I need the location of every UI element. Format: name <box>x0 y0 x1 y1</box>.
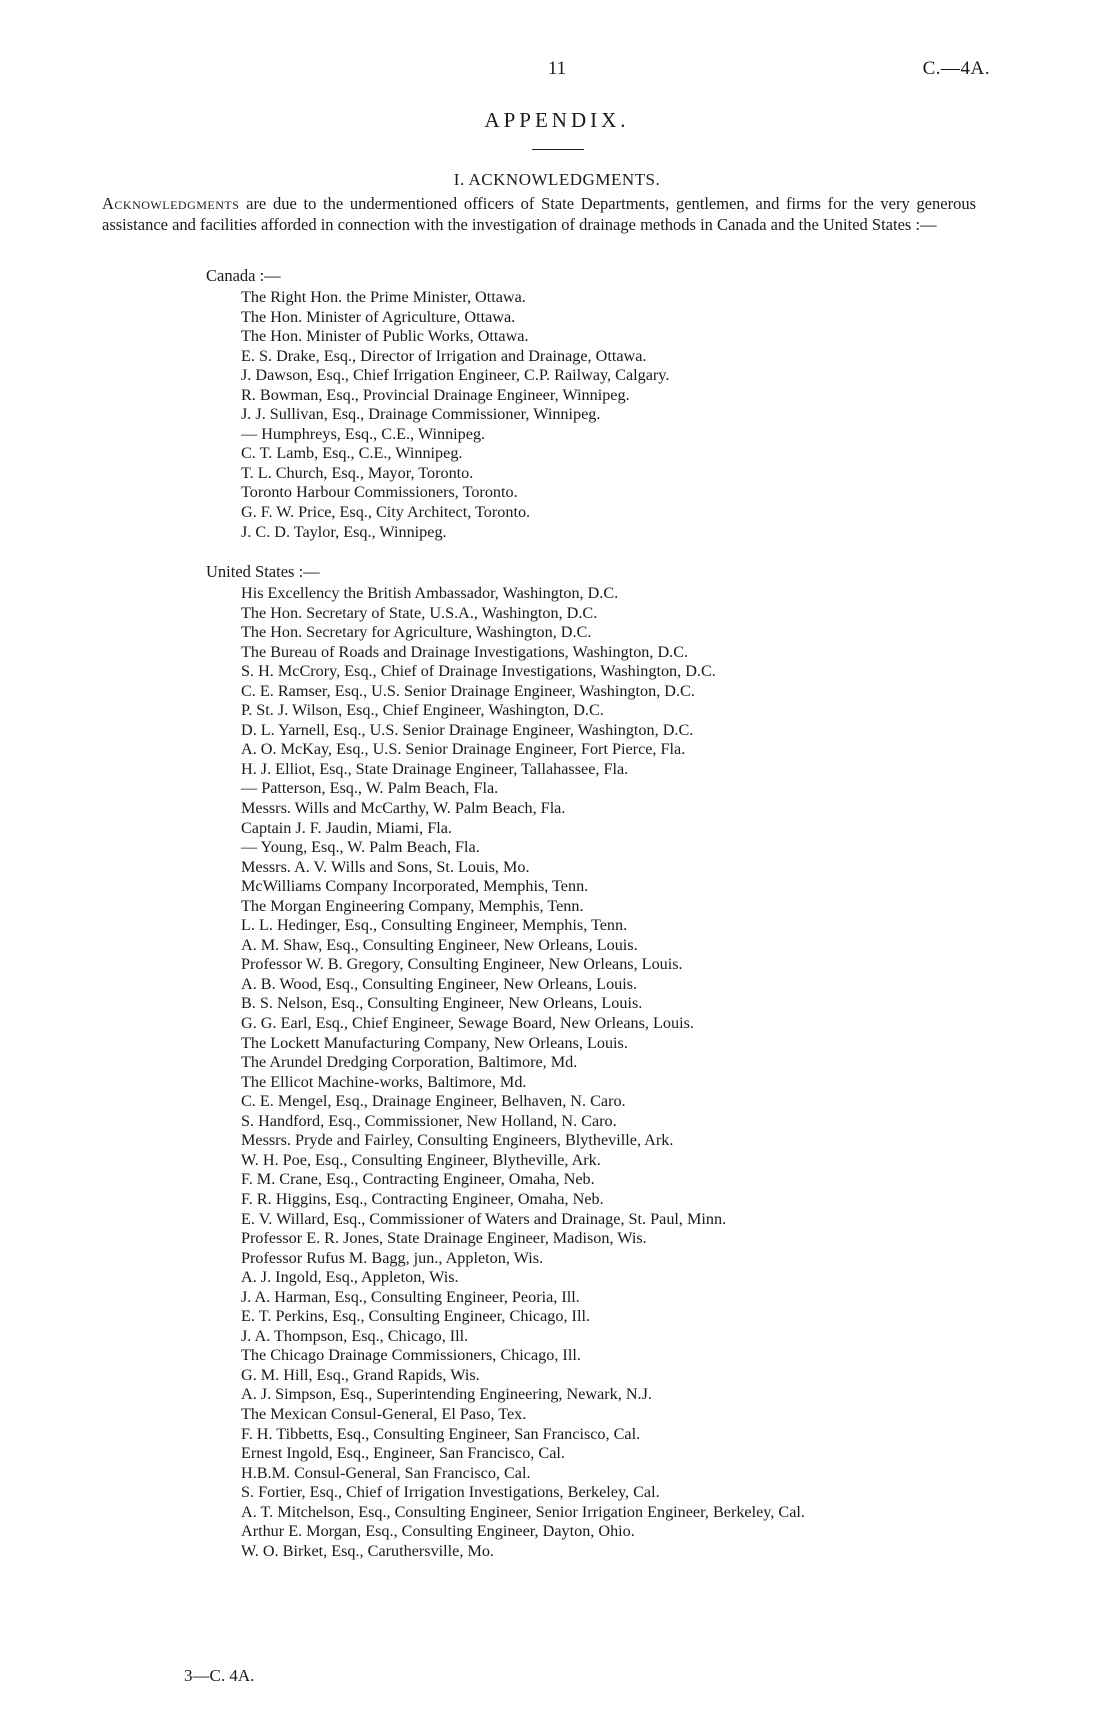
acknowledgment-entry: Professor W. B. Gregory, Consulting Engineer, New Orleans, Louis. <box>241 955 683 974</box>
acknowledgment-entry: The Hon. Minister of Agriculture, Ottawa. <box>241 307 516 326</box>
acknowledgment-entry: J. A. Harman, Esq., Consulting Engineer, Peoria, Ill. <box>241 1287 580 1306</box>
acknowledgment-entry: J. C. D. Taylor, Esq., Winnipeg. <box>241 522 447 541</box>
acknowledgment-entry: P. St. J. Wilson, Esq., Chief Engineer, Washington, D.C. <box>241 701 604 720</box>
acknowledgment-entry: The Right Hon. the Prime Minister, Ottawa. <box>241 288 526 306</box>
canada-label: Canada :— <box>206 266 281 285</box>
acknowledgment-entry: The Hon. Secretary of State, U.S.A., Washington, D.C. <box>241 603 598 622</box>
paper-reference: C.—4A. <box>922 58 990 79</box>
acknowledgment-entry: Captain J. F. Jaudin, Miami, Fla. <box>241 818 452 837</box>
acknowledgment-entry: C. T. Lamb, Esq., C.E., Winnipeg. <box>241 444 463 463</box>
acknowledgment-entry: J. J. Sullivan, Esq., Drainage Commissioner, Winnipeg. <box>241 405 601 424</box>
acknowledgment-entry: McWilliams Company Incorporated, Memphis, Tenn. <box>241 877 589 896</box>
acknowledgment-entry: L. L. Hedinger, Esq., Consulting Engineer, Memphis, Tenn. <box>241 916 628 935</box>
acknowledgment-entry: B. S. Nelson, Esq., Consulting Engineer, New Orleans, Louis. <box>241 994 643 1013</box>
acknowledgment-entry: The Morgan Engineering Company, Memphis, Tenn. <box>241 896 584 915</box>
acknowledgment-entry: Toronto Harbour Commissioners, Toronto. <box>241 483 518 502</box>
intro-text: are due to the undermentioned officers of State Departments, gentlemen, and firms for the very generous assistance and facilities afforded in connection with the investigation of drainage methods in Canada and the United States :— <box>102 194 976 234</box>
acknowledgment-entry: J. A. Thompson, Esq., Chicago, Ill. <box>241 1326 469 1345</box>
acknowledgment-entry: The Chicago Drainage Commissioners, Chicago, Ill. <box>241 1346 581 1365</box>
acknowledgment-entry: — Young, Esq., W. Palm Beach, Fla. <box>241 838 480 857</box>
acknowledgment-entry: The Bureau of Roads and Drainage Investigations, Washington, D.C. <box>241 642 689 661</box>
acknowledgment-entry: The Ellicot Machine-works, Baltimore, Md. <box>241 1072 527 1091</box>
acknowledgment-entry: E. T. Perkins, Esq., Consulting Engineer, Chicago, Ill. <box>241 1307 590 1326</box>
acknowledgment-entry: The Hon. Secretary for Agriculture, Washington, D.C. <box>241 623 592 642</box>
acknowledgment-entry: S. Handford, Esq., Commissioner, New Holland, N. Caro. <box>241 1111 617 1130</box>
acknowledgment-entry: The Lockett Manufacturing Company, New Orleans, Louis. <box>241 1033 628 1052</box>
acknowledgment-entry: S. H. McCrory, Esq., Chief of Drainage Investigations, Washington, D.C. <box>241 662 716 681</box>
acknowledgment-entry: E. V. Willard, Esq., Commissioner of Waters and Drainage, St. Paul, Minn. <box>241 1209 727 1228</box>
acknowledgment-entry: G. G. Earl, Esq., Chief Engineer, Sewage Board, New Orleans, Louis. <box>241 1014 694 1033</box>
acknowledgment-entry: Messrs. Pryde and Fairley, Consulting Engineers, Blytheville, Ark. <box>241 1131 674 1150</box>
acknowledgment-entry: F. R. Higgins, Esq., Contracting Engineer, Omaha, Neb. <box>241 1189 604 1208</box>
united-states-label: United States :— <box>206 562 320 581</box>
acknowledgment-entry: The Arundel Dredging Corporation, Baltimore, Md. <box>241 1053 578 1072</box>
section-heading: I. ACKNOWLEDGMENTS. <box>453 170 661 189</box>
acknowledgment-entry: A. J. Ingold, Esq., Appleton, Wis. <box>241 1268 459 1287</box>
acknowledgment-entry: A. J. Simpson, Esq., Superintending Engineering, Newark, N.J. <box>241 1385 652 1404</box>
acknowledgment-entry: The Hon. Minister of Public Works, Ottawa. <box>241 327 529 346</box>
acknowledgment-entry: D. L. Yarnell, Esq., U.S. Senior Drainage Engineer, Washington, D.C. <box>241 720 694 739</box>
acknowledgment-entry: His Excellency the British Ambassador, Washington, D.C. <box>241 584 619 602</box>
acknowledgment-entry: C. E. Ramser, Esq., U.S. Senior Drainage Engineer, Washington, D.C. <box>241 681 695 700</box>
intro-paragraph <box>102 194 976 235</box>
acknowledgment-entry: F. H. Tibbetts, Esq., Consulting Engineer, San Francisco, Cal. <box>241 1424 641 1443</box>
acknowledgment-entry: T. L. Church, Esq., Mayor, Toronto. <box>241 463 474 482</box>
acknowledgment-entry: Ernest Ingold, Esq., Engineer, San Francisco, Cal. <box>241 1444 565 1463</box>
title-rule <box>532 149 584 150</box>
canada-list <box>241 288 669 542</box>
acknowledgment-entry: H. J. Elliot, Esq., State Drainage Engineer, Tallahassee, Fla. <box>241 759 629 778</box>
united-states-list <box>241 584 805 1561</box>
acknowledgment-entry: W. H. Poe, Esq., Consulting Engineer, Blytheville, Ark. <box>241 1150 601 1169</box>
acknowledgment-entry: J. Dawson, Esq., Chief Irrigation Engineer, C.P. Railway, Calgary. <box>241 366 670 385</box>
acknowledgment-entry: Messrs. A. V. Wills and Sons, St. Louis, Mo. <box>241 857 530 876</box>
acknowledgment-entry: — Humphreys, Esq., C.E., Winnipeg. <box>241 424 486 443</box>
acknowledgment-entry: W. O. Birket, Esq., Caruthersville, Mo. <box>241 1541 494 1560</box>
acknowledgment-entry: A. O. McKay, Esq., U.S. Senior Drainage Engineer, Fort Pierce, Fla. <box>241 740 686 759</box>
acknowledgment-entry: Professor Rufus M. Bagg, jun., Appleton, Wis. <box>241 1248 544 1267</box>
signature-mark: 3—C. 4A. <box>184 1666 255 1685</box>
page-number: 11 <box>547 58 567 79</box>
acknowledgment-entry: G. M. Hill, Esq., Grand Rapids, Wis. <box>241 1365 480 1384</box>
acknowledgment-entry: A. B. Wood, Esq., Consulting Engineer, New Orleans, Louis. <box>241 974 638 993</box>
acknowledgment-entry: G. F. W. Price, Esq., City Architect, Toronto. <box>241 503 531 522</box>
acknowledgment-entry: A. M. Shaw, Esq., Consulting Engineer, New Orleans, Louis. <box>241 935 638 954</box>
appendix-title: APPENDIX. <box>484 108 630 132</box>
acknowledgment-entry: Professor E. R. Jones, State Drainage Engineer, Madison, Wis. <box>241 1229 647 1248</box>
acknowledgment-entry: F. M. Crane, Esq., Contracting Engineer, Omaha, Neb. <box>241 1170 595 1189</box>
acknowledgment-entry: The Mexican Consul-General, El Paso, Tex. <box>241 1404 527 1423</box>
acknowledgment-entry: A. T. Mitchelson, Esq., Consulting Engineer, Senior Irrigation Engineer, Berkeley, Cal. <box>241 1502 805 1521</box>
acknowledgment-entry: S. Fortier, Esq., Chief of Irrigation Investigations, Berkeley, Cal. <box>241 1483 660 1502</box>
acknowledgment-entry: Messrs. Wills and McCarthy, W. Palm Beach, Fla. <box>241 799 566 818</box>
acknowledgment-entry: Arthur E. Morgan, Esq., Consulting Engineer, Dayton, Ohio. <box>241 1522 635 1541</box>
acknowledgment-entry: E. S. Drake, Esq., Director of Irrigation and Drainage, Ottawa. <box>241 346 647 365</box>
acknowledgment-entry: — Patterson, Esq., W. Palm Beach, Fla. <box>241 779 499 798</box>
acknowledgment-entry: R. Bowman, Esq., Provincial Drainage Engineer, Winnipeg. <box>241 385 630 404</box>
acknowledgment-entry: H.B.M. Consul-General, San Francisco, Cal. <box>241 1463 531 1482</box>
intro-lead: Acknowledgments <box>102 194 240 213</box>
acknowledgment-entry: C. E. Mengel, Esq., Drainage Engineer, Belhaven, N. Caro. <box>241 1092 626 1111</box>
